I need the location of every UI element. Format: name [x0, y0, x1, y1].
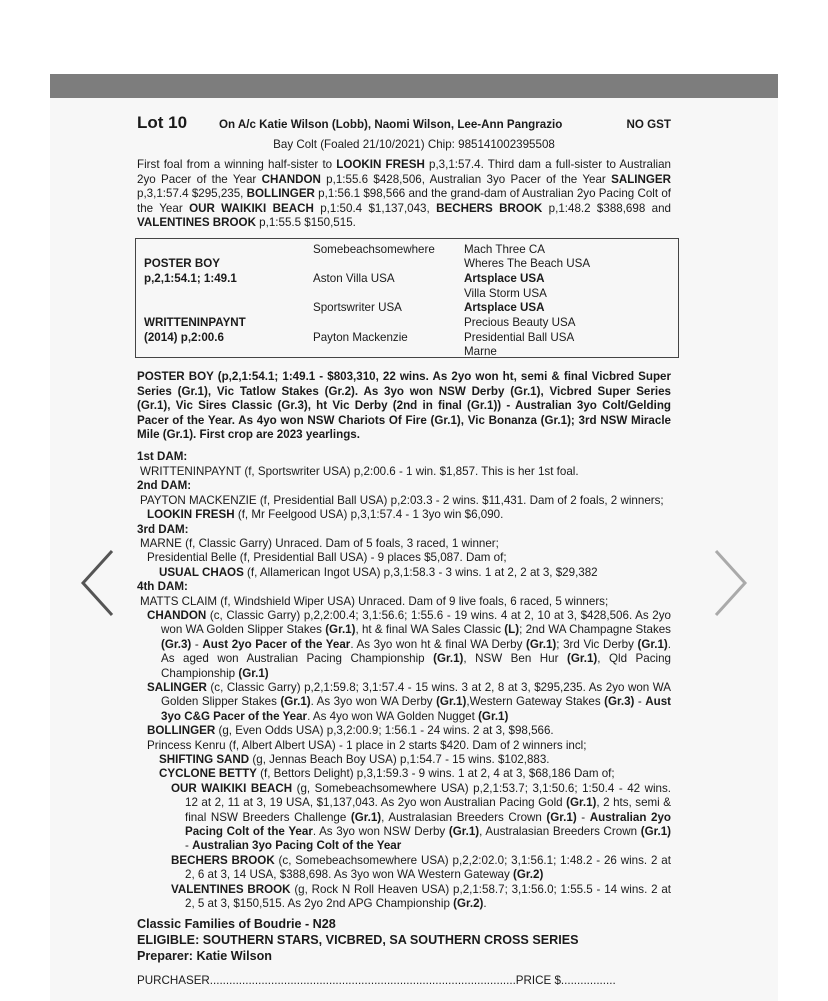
colt-details: Bay Colt (Foaled 21/10/2021) Chip: 985141002395508: [273, 138, 555, 151]
progeny-shifting-sand: SHIFTING SAND (g, Jennas Beach Boy USA) p,1:54.7 - 15 wins. $102,883.: [159, 753, 550, 766]
lot-number: Lot 10: [137, 113, 188, 132]
sire-performance-note: POSTER BOY (p,2,1:54.1; 1:49.1 - $803,310, 22 wins. As 2yo won ht, semi & final Vicbred Super Series (Gr.1), Vic Tatlow Stakes (Gr.2). As 3yo won NSW Derby (Gr.1), Vicbred Super Series (Gr.1), Vic Sires Classic (Gr.3), ht Vic Derby (2nd in final (Gr.1)) - Australian 3yo Colt/Gelding Pacer of the Year. As 4yo won NSW Chariots Of Fire (Gr.1), Vic Bonanza (Gr.1); 3rd NSW Miracle Mile (Gr.1). First crop are 2023 yearlings.: [137, 370, 671, 442]
progeny-bechers-brook: BECHERS BROOK (c, Somebeachsomewhere USA) p,2,2:02.0; 3,1:56.1; 1:48.2 - 26 wins. 2 at 2, 6 at 3, 14 USA, $388,698. As 3yo won WA Western Gateway (Gr.2): [171, 853, 671, 882]
pedigree-g7: Presidential Ball USA: [464, 331, 575, 345]
second-dam-heading: 2nd DAM:: [137, 479, 192, 493]
pedigree-table: [135, 238, 679, 358]
pedigree-g4: Villa Storm USA: [464, 287, 547, 301]
fourth-dam-heading: 4th DAM:: [137, 580, 188, 594]
lot-footer: [137, 917, 671, 964]
lot-header: [137, 113, 671, 138]
pedigree-g2: Wheres The Beach USA: [464, 257, 591, 271]
pedigree-sire-record: p,2,1:54.1; 1:49.1: [144, 272, 237, 286]
pedigree-dam-sire: Sportswriter USA: [313, 301, 402, 315]
eligibility-line: ELIGIBLE: SOUTHERN STARS, VICBRED, SA SOUTHERN CROSS SERIES: [137, 933, 579, 948]
pedigree-sire: POSTER BOY: [144, 257, 221, 271]
third-dam-heading: 3rd DAM:: [137, 522, 189, 536]
pedigree-dam-dam: Payton Mackenzie: [313, 331, 408, 345]
dam-family-section: [137, 450, 671, 911]
intro-paragraph: First foal from a winning half-sister to LOOKIN FRESH p,3,1:57.4. Third dam a full-sister to Australian 2yo Pacer of the Year CHANDON p,1:55.6 $428,506, Australian 3yo Pacer of the Year SALINGER p,3,1:57.4 $295,235, BOLLINGER p,1:56.1 $98,566 and the grand-dam of Australian 2yo Pacing Colt of the Year OUR WAIKIKI BEACH p,1:50.4 $1,137,043, BECHERS BROOK p,1:48.2 $388,698 and VALENTINES BROOK p,1:55.5 $150,515.: [137, 158, 671, 230]
next-page-arrow-icon[interactable]: [710, 548, 750, 618]
page-top-bar: [50, 74, 778, 98]
progeny-valentines-brook: VALENTINES BROOK (g, Rock N Roll Heaven USA) p,2,1:58.7; 3,1:56.0; 1:55.5 - 14 wins. 2 at 2, 5 at 3, $150,515. As 2yo 2nd APG Championship (Gr.2).: [171, 882, 672, 911]
third-dam-grand-progeny: USUAL CHAOS (f, Allamerican Ingot USA) p,3,1:58.3 - 3 wins. 1 at 2, 2 at 3, $29,382: [159, 565, 598, 579]
progeny-chandon: CHANDON (c, Classic Garry) p,2,2:00.4; 3,1:56.6; 1:55.6 - 19 wins. 4 at 2, 10 at 3, $428,506. As 2yo won WA Golden Slipper Stakes (Gr.1), ht & final WA Sales Classic (L); 2nd WA Champagne Stakes (Gr.3) - Aust 2yo Pacer of the Year. As 3yo won ht & final WA Derby (Gr.1); 3rd Vic Derby (Gr.1). As aged won Australian Pacing Championship (Gr.1), NSW Ben Hur (Gr.1), Qld Pacing Championship (Gr.1): [147, 608, 672, 680]
progeny-princess-kenru: Princess Kenru (f, Albert Albert USA) - 1 place in 2 starts $420. Dam of 2 winners incl;: [147, 738, 587, 752]
purchaser-price-line: PURCHASER...............................................................................................PRICE $.................: [137, 974, 616, 988]
pedigree-dam: WRITTENINPAYNT: [144, 316, 246, 330]
pedigree-g6: Precious Beauty USA: [464, 316, 576, 330]
progeny-cyclone-betty: CYCLONE BETTY (f, Bettors Delight) p,3,1:59.3 - 9 wins. 1 at 2, 4 at 3, $68,186 Dam of;: [159, 767, 615, 781]
lot-owners: On A/c Katie Wilson (Lobb), Naomi Wilson, Lee-Ann Pangrazio: [219, 118, 563, 131]
previous-page-arrow-icon[interactable]: [78, 548, 118, 618]
pedigree-sire-dam: Aston Villa USA: [313, 272, 395, 286]
lot-document: [137, 113, 672, 989]
progeny-salinger: SALINGER (c, Classic Garry) p,2,1:59.8; 3,1:57.4 - 15 wins. 3 at 2, 8 at 3, $295,235. As 2yo won WA Golden Slipper Stakes (Gr.1). As 3yo won WA Derby (Gr.1),Western Gateway Stakes (Gr.3) - Aust 3yo C&G Pacer of the Year. As 4yo won WA Golden Nugget (Gr.1): [147, 680, 671, 723]
pedigree-sire-sire: Somebeachsomewhere: [313, 243, 435, 257]
first-dam-line: WRITTENINPAYNT (f, Sportswriter USA) p,2:00.6 - 1 win. $1,857. This is her 1st foal.: [140, 464, 579, 478]
progeny-bollinger: BOLLINGER (g, Even Odds USA) p,3,2:00.9; 1:56.1 - 24 wins. 2 at 3, $98,566.: [147, 724, 554, 738]
first-dam-heading: 1st DAM:: [137, 450, 188, 464]
preparer-line: Preparer: Katie Wilson: [137, 948, 272, 963]
pedigree-g5: Artsplace USA: [464, 301, 545, 315]
second-dam-progeny: LOOKIN FRESH (f, Mr Feelgood USA) p,3,1:57.4 - 1 3yo win $6,090.: [147, 508, 504, 522]
fourth-dam-line: MATTS CLAIM (f, Windshield Wiper USA) Unraced. Dam of 9 live foals, 6 raced, 5 winners;: [140, 594, 609, 608]
pedigree-g1: Mach Three CA: [464, 243, 545, 257]
third-dam-progeny: Presidential Belle (f, Presidential Ball USA) - 9 places $5,087. Dam of;: [147, 551, 507, 565]
gst-status: NO GST: [626, 118, 671, 131]
pedigree-dam-record: (2014) p,2:00.6: [144, 331, 224, 345]
family-line: Classic Families of Boudrie - N28: [137, 917, 336, 932]
second-dam-line: PAYTON MACKENZIE (f, Presidential Ball USA) p,2:03.3 - 2 wins. $11,431. Dam of 2 foals, 2 winners;: [140, 493, 664, 507]
pedigree-g3: Artsplace USA: [464, 272, 545, 286]
third-dam-line: MARNE (f, Classic Garry) Unraced. Dam of 5 foals, 3 raced, 1 winner;: [140, 536, 499, 550]
progeny-our-waikiki-beach: OUR WAIKIKI BEACH (g, Somebeachsomewhere USA) p,2,1:53.7; 3,1:50.6; 1:50.4 - 42 wins. 12 at 2, 11 at 3, 19 USA, $1,137,043. As 2yo won Australian Pacing Gold (Gr.1), 2 hts, semi & final NSW Breeders Challenge (Gr.1), Australasian Breeders Crown (Gr.1) - Australian 2yo Pacing Colt of the Year. As 3yo won NSW Derby (Gr.1), Australasian Breeders Crown (Gr.1) - Australian 3yo Pacing Colt of the Year: [171, 781, 672, 853]
pedigree-g8: Marne: [464, 345, 497, 359]
